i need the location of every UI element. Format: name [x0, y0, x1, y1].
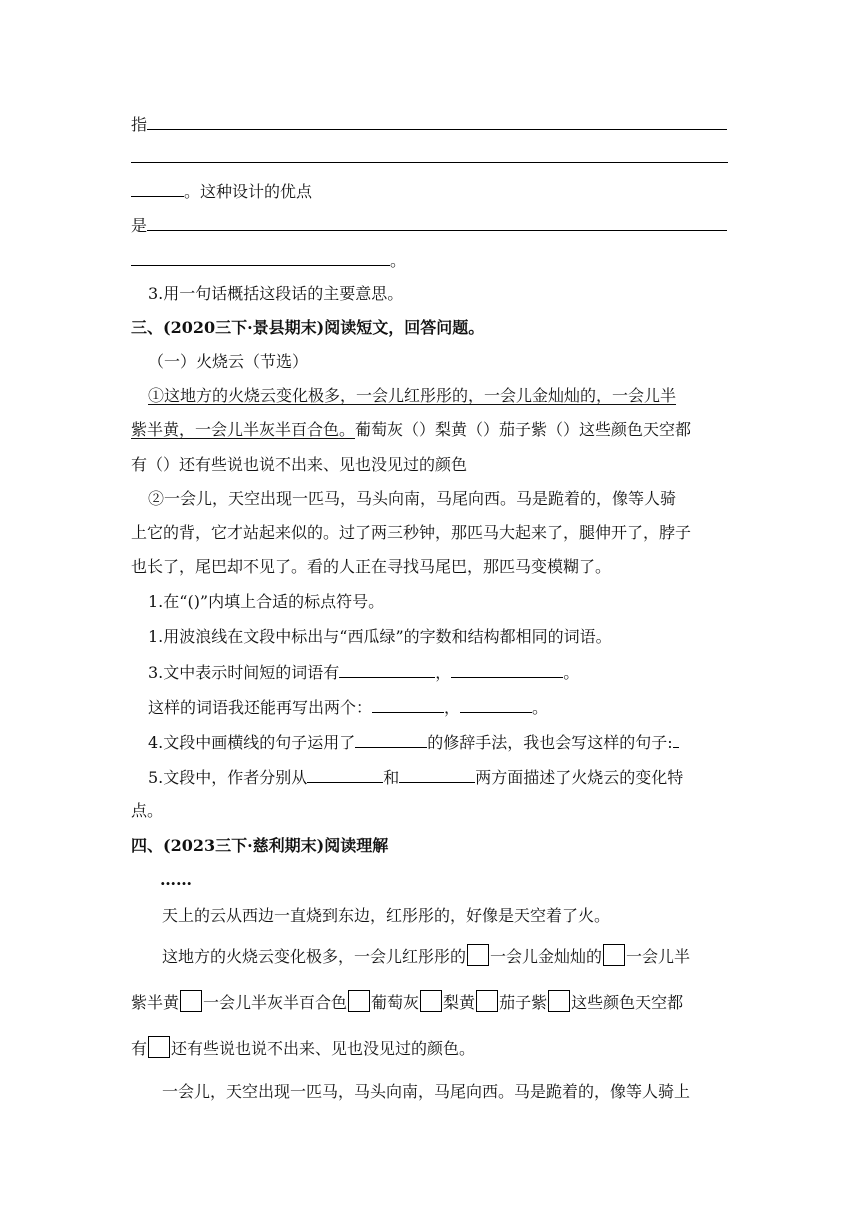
passage-p2-line2: 上它的背，它才站起来似的。过了两三秒钟，那匹马大起来了，腿伸开了，脖子	[131, 523, 692, 542]
passage2-p2-line2: 紫半黄 一会儿半灰半百合色 葡萄灰 梨黄 茄子紫 这些颜色天空都	[131, 990, 683, 1013]
punctuation-box[interactable]	[603, 944, 625, 966]
question-3-extra: 这样的词语我还能再写出两个： ， 。	[148, 698, 549, 717]
punctuation-box[interactable]	[476, 990, 498, 1012]
passage2-p2-line3: 有 还有些说也说不出来、见也没见过的颜色。	[131, 1036, 475, 1059]
passage-p2-line3: 也长了，尾巴却不见了。看的人正在寻找马尾巴，那匹马变模糊了。	[131, 557, 612, 576]
passage-p1-line1: ①这地方的火烧云变化极多，一会儿红彤彤的，一会儿金灿灿的，一会儿半	[148, 386, 677, 405]
section-3-title: 三、(2020三下·景县期末)阅读短文，回答问题。	[131, 318, 485, 337]
answer-blank[interactable]	[673, 731, 679, 748]
answer-line-2	[131, 146, 728, 168]
passage2-p2-line1: 这地方的火烧云变化极多，一会儿红彤彤的 一会儿金灿灿的 一会儿半	[162, 944, 690, 967]
answer-blank[interactable]	[451, 661, 563, 678]
question-5-cont: 点。	[131, 801, 164, 820]
passage2-p3: 一会儿，天空出现一匹马，马头向南，马尾向西。马是跪着的，像等人骑上	[162, 1082, 691, 1101]
answer-blank[interactable]	[131, 146, 728, 163]
passage-subtitle: （一）火烧云（节选）	[148, 352, 309, 371]
answer-line-3: 。这种设计的优点	[131, 180, 312, 202]
answer-blank[interactable]	[355, 731, 427, 748]
answer-blank[interactable]	[339, 661, 435, 678]
answer-blank[interactable]	[147, 214, 727, 231]
question-3-prev: 3.用一句话概括这段话的主要意思。	[148, 284, 404, 303]
answer-blank[interactable]	[307, 766, 383, 783]
answer-blank[interactable]	[399, 766, 475, 783]
passage2-p1: 天上的云从西边一直烧到东边，红彤彤的，好像是天空着了火。	[162, 906, 611, 925]
answer-blank[interactable]	[147, 113, 727, 130]
ellipsis: ……	[160, 870, 192, 889]
question-5: 5.文段中，作者分别从 和 两方面描述了火烧云的变化特	[148, 768, 684, 787]
passage-p1-line3: 有（）还有些说也说不出来、见也没见过的颜色	[131, 455, 468, 474]
answer-blank[interactable]	[372, 696, 444, 713]
punctuation-box[interactable]	[420, 990, 442, 1012]
passage-p2-line1: ②一会儿，天空出现一匹马，马头向南，马尾向西。马是跪着的，像等人骑	[148, 489, 677, 508]
punctuation-box[interactable]	[548, 990, 570, 1012]
punctuation-box[interactable]	[348, 990, 370, 1012]
question-2: 1.用波浪线在文段中标出与“西瓜绿”的字数和结构都相同的词语。	[148, 627, 612, 646]
answer-blank[interactable]	[131, 180, 184, 197]
passage-p1-line2: 紫半黄，一会儿半灰半百合色。葡萄灰（）梨黄（）茄子紫（）这些颜色天空都	[131, 420, 692, 439]
answer-blank[interactable]	[460, 696, 532, 713]
punctuation-box[interactable]	[467, 944, 489, 966]
question-3: 3.文中表示时间短的词语有 ， 。	[148, 663, 580, 682]
answer-line-5: 。	[131, 249, 406, 271]
answer-blank[interactable]	[131, 249, 390, 266]
answer-line-4: 是	[131, 214, 727, 236]
question-1: 1.在“()”内填上合适的标点符号。	[148, 592, 385, 611]
answer-line-1: 指	[131, 113, 727, 135]
question-4: 4.文段中画横线的句子运用了 的修辞手法，我也会写这样的句子:	[148, 731, 679, 753]
punctuation-box[interactable]	[180, 990, 202, 1012]
section-4-title: 四、(2023三下·慈利期末)阅读理解	[131, 836, 389, 855]
punctuation-box[interactable]	[148, 1036, 170, 1058]
